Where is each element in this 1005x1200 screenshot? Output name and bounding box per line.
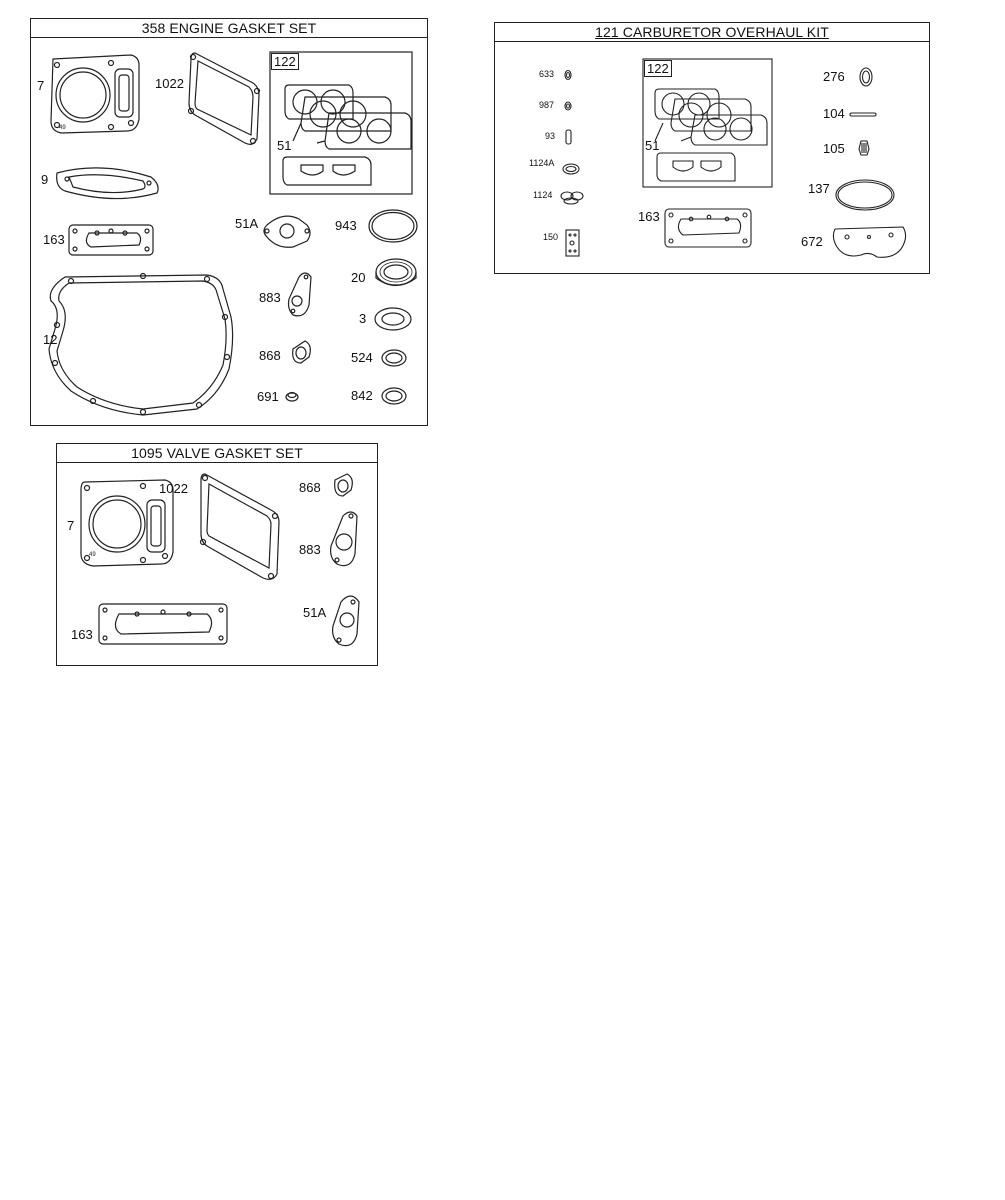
carburetor-flange-gasket-part (69, 225, 153, 255)
valve-gasket-set-title: 1095 VALVE GASKET SET (57, 444, 377, 463)
label-633: 633 (539, 69, 555, 79)
label-137: 137 (808, 181, 830, 196)
valve-cover-gasket-part (189, 53, 260, 144)
label-20: 20 (351, 270, 366, 285)
label-3: 3 (359, 311, 367, 326)
part-672 (833, 227, 905, 257)
part-93 (566, 130, 571, 144)
label-842: 842 (351, 388, 373, 403)
label-868-valve: 868 (299, 480, 321, 495)
carb-mounting-gasket-part (665, 209, 751, 247)
label-51: 51 (277, 138, 292, 153)
washer-3-part (375, 308, 411, 330)
part-104 (850, 113, 876, 116)
label-943: 943 (335, 218, 357, 233)
valve-seal-2-part (335, 474, 353, 496)
label-51a-valve: 51A (303, 605, 327, 620)
o-ring-943-part (369, 210, 417, 242)
label-1022: 1022 (155, 76, 184, 91)
flange-gasket-2-part (99, 604, 227, 644)
label-1124a: 1124A (529, 158, 555, 168)
label-150: 150 (543, 232, 559, 242)
label-122: 122 (271, 53, 299, 70)
part-1124a (563, 164, 579, 174)
label-7: 7 (37, 78, 45, 93)
label-12: 12 (43, 332, 58, 347)
carburetor-overhaul-kit-panel (494, 22, 930, 274)
valve-cover-gasket-2-part (201, 474, 280, 579)
part-633 (565, 71, 571, 80)
part-987 (565, 102, 571, 110)
label-524: 524 (351, 350, 373, 365)
label-104: 104 (823, 106, 845, 121)
carburetor-overhaul-kit-title: 121 CARBURETOR OVERHAUL KIT (495, 23, 929, 42)
label-93: 93 (545, 131, 556, 141)
label-1124: 1124 (533, 190, 553, 200)
label-51-carb: 51 (645, 138, 660, 153)
label-987: 987 (539, 100, 555, 110)
label-163-valve: 163 (71, 627, 93, 642)
part-150 (566, 230, 579, 256)
svg-text:49: 49 (89, 552, 96, 558)
intake-gasket-part (57, 168, 158, 199)
part-1124 (561, 192, 583, 204)
label-691: 691 (257, 389, 279, 404)
engine-gasket-set-title: 358 ENGINE GASKET SET (31, 19, 427, 38)
elbow-gasket-2-part (333, 596, 359, 646)
label-276: 276 (823, 69, 845, 84)
label-883-valve: 883 (299, 542, 321, 557)
carburetor-gasket-group-box (270, 52, 412, 194)
label-105: 105 (823, 141, 845, 156)
label-868: 868 (259, 348, 281, 363)
carb-gasket-group-box (643, 59, 772, 187)
label-1022-valve: 1022 (159, 481, 188, 496)
label-51a: 51A (235, 216, 259, 231)
oil-seal-part (376, 259, 416, 286)
label-883: 883 (259, 290, 281, 305)
valve-gasket-set-panel (56, 443, 378, 666)
breather-gasket-2-part (331, 512, 357, 566)
label-7-valve: 7 (67, 518, 75, 533)
part-105 (859, 141, 869, 155)
elbow-gasket-part (264, 216, 310, 247)
engine-gasket-set-panel (30, 18, 428, 426)
svg-text:49: 49 (59, 125, 66, 131)
crankcase-gasket-part (49, 274, 233, 416)
label-672: 672 (801, 234, 823, 249)
breather-gasket-part (289, 273, 312, 316)
label-163: 163 (43, 232, 65, 247)
label-163-carb: 163 (638, 209, 660, 224)
label-9: 9 (41, 172, 49, 187)
valve-gasket-set-drawing (57, 444, 377, 665)
part-137 (836, 180, 894, 210)
valve-seal-part (293, 341, 311, 363)
label-122-carb: 122 (644, 60, 672, 77)
carburetor-kit-drawing (495, 23, 929, 273)
cylinder-head-gasket-part (51, 55, 139, 133)
